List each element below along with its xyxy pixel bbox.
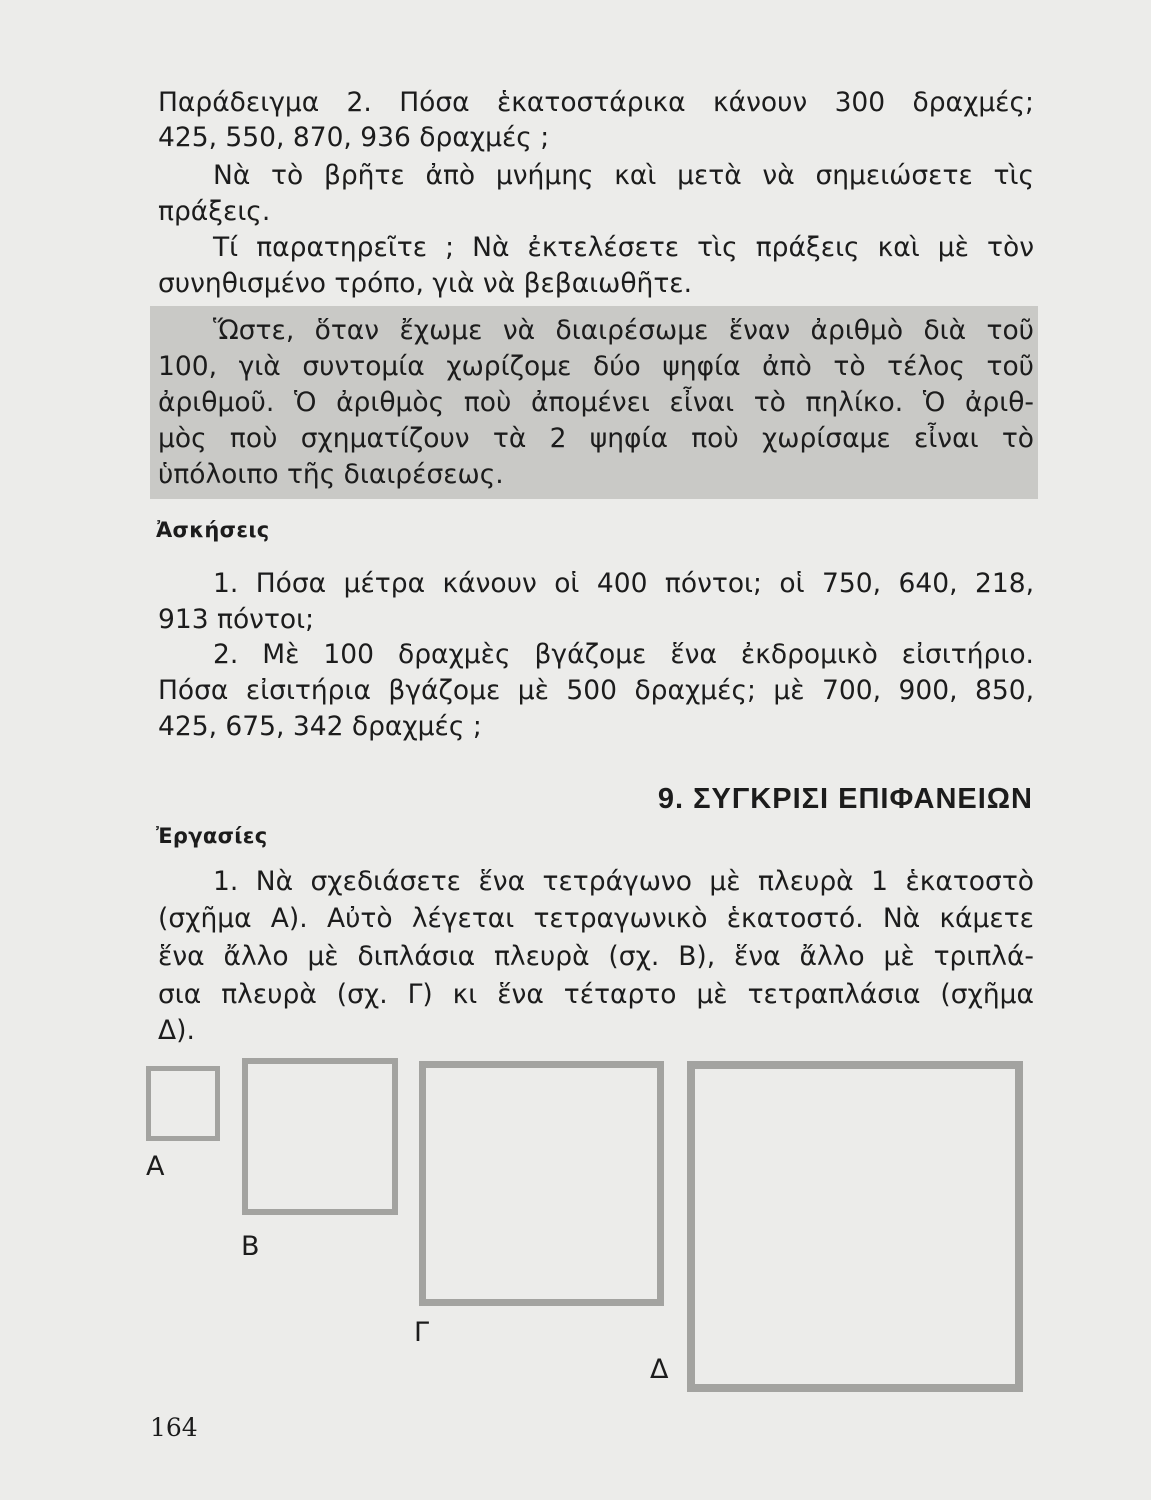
task-line: 1. Νὰ σχεδιάσετε ἕνα τετράγωνο μὲ πλευρὰ 1 ἑκατοστὸ [213, 866, 1034, 897]
conclusion-line: μὸς ποὺ σχηματίζουν τὰ 2 ψηφία ποὺ χωρίσαμε εἶναι τὸ [158, 423, 1034, 454]
task-line: Δ). [158, 1015, 195, 1046]
figure-label-a: Α [146, 1151, 165, 1182]
conclusion-line: ἀριθμοῦ. Ὁ ἀριθμὸς ποὺ ἀπομένει εἶναι τὸ πηλίκο. Ὁ ἀριθ- [158, 387, 1034, 418]
conclusion-line: ὑπόλοιπο τῆς διαιρέσεως. [158, 459, 504, 490]
example-line: Παράδειγμα 2. Πόσα ἑκατοστάρικα κάνουν 300 δραχμές; [158, 87, 1034, 118]
square-a [146, 1066, 220, 1141]
exercise-line: Πόσα εἰσιτήρια βγάζομε μὲ 500 δραχμές; μὲ 700, 900, 850, [158, 675, 1034, 706]
exercise-line: 425, 675, 342 δραχμές ; [158, 711, 482, 742]
task-line: σια πλευρὰ (σχ. Γ) κι ἕνα τέταρτο μὲ τετραπλάσια (σχῆμα [158, 979, 1034, 1010]
task-line: (σχῆμα Α). Αὐτὸ λέγεται τετραγωνικὸ ἑκατοστό. Νὰ κάμετε [158, 903, 1034, 934]
square-b [242, 1058, 398, 1215]
figure-label-d: Δ [650, 1354, 669, 1385]
example-line: συνηθισμένο τρόπο, γιὰ νὰ βεβαιωθῆτε. [158, 268, 693, 299]
conclusion-line: 100, γιὰ συντομία χωρίζομε δύο ψηφία ἀπὸ τὸ τέλος τοῦ [158, 351, 1034, 382]
exercise-line: 913 πόντοι; [158, 604, 315, 635]
task-line: ἕνα ἄλλο μὲ διπλάσια πλευρὰ (σχ. Β), ἕνα ἄλλο μὲ τριπλά- [158, 941, 1034, 972]
exercise-line: 1. Πόσα μέτρα κάνουν οἱ 400 πόντοι; οἱ 750, 640, 218, [213, 568, 1034, 599]
exercise-line: 2. Μὲ 100 δραχμὲς βγάζομε ἕνα ἐκδρομικὸ εἰσιτήριο. [213, 639, 1034, 670]
conclusion-line: Ὥστε, ὅταν ἔχωμε νὰ διαιρέσωμε ἕναν ἀριθμὸ διὰ τοῦ [213, 315, 1034, 346]
page-number: 164 [150, 1413, 198, 1442]
example-line: 425, 550, 870, 936 δραχμές ; [158, 122, 550, 153]
section-title: 9. ΣΥΓΚΡΙΣΙ ΕΠΙΦΑΝΕΙΩΝ [657, 783, 1033, 815]
exercises-heading: Ἀσκήσεις [156, 518, 270, 542]
example-line: Νὰ τὸ βρῆτε ἀπὸ μνήμης καὶ μετὰ νὰ σημειώσετε τὶς [213, 160, 1034, 191]
square-d [687, 1061, 1023, 1392]
square-c [419, 1061, 664, 1306]
example-line: πράξεις. [158, 196, 271, 227]
example-line: Τί παρατηρεῖτε ; Νὰ ἐκτελέσετε τὶς πράξεις καὶ μὲ τὸν [213, 232, 1034, 263]
figure-label-b: Β [241, 1231, 260, 1262]
figure-label-c: Γ [414, 1317, 430, 1348]
tasks-heading: Ἐργασίες [156, 824, 268, 848]
